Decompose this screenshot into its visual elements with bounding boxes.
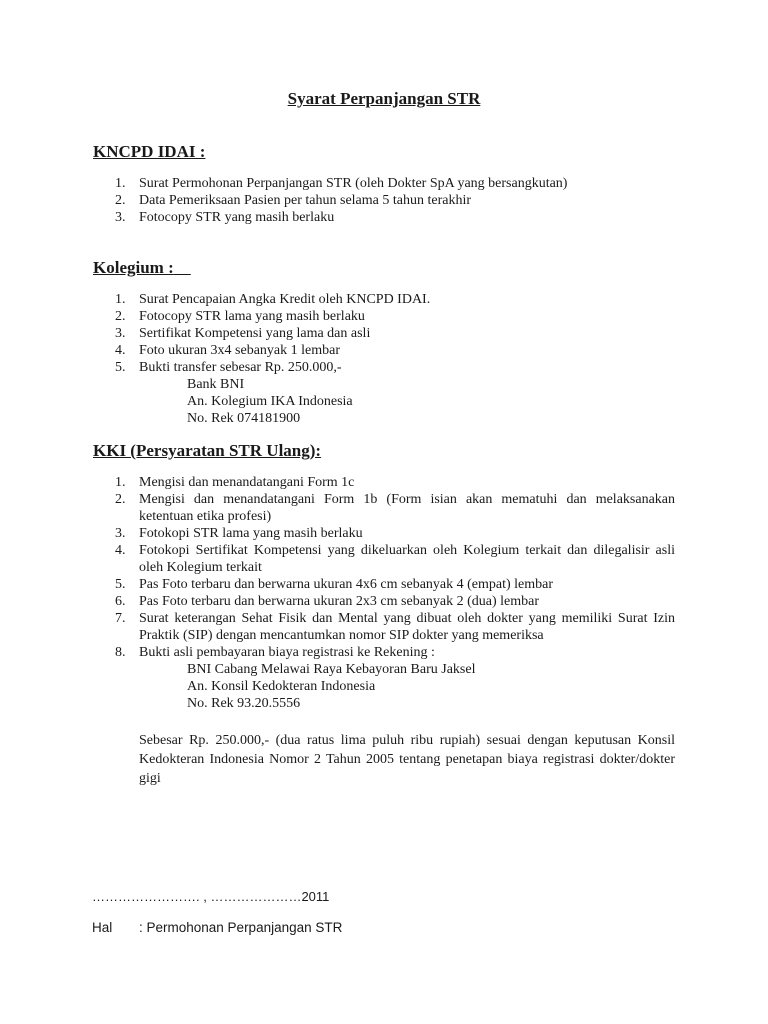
list-number: 2. — [115, 193, 126, 208]
list-item-text: Data Pemeriksaan Pasien per tahun selama 5 tahun terakhir — [139, 193, 471, 208]
list-item — [93, 491, 675, 525]
list-number: 8. — [115, 645, 126, 660]
list-item — [93, 192, 675, 209]
section-heading-kolegium — [93, 258, 191, 278]
list-item — [93, 525, 675, 542]
list-number: 4. — [115, 543, 126, 558]
subject-value: : Permohonan Perpanjangan STR — [139, 920, 343, 935]
list-item-text: Mengisi dan menandatangani Form 1c — [139, 475, 355, 490]
payment-note: Sebesar Rp. 250.000,- (dua ratus lima puluh ribu rupiah) sesuai dengan keputusan Konsil Kedokteran Indonesia Nomor 2 Tahun 2005 tentang penetapan biaya registrasi dokter/dokter gigi — [139, 733, 675, 786]
list-item — [93, 291, 675, 308]
dateline: ……………………. , …………………2011 — [92, 889, 330, 904]
kolegium-requirements-list — [93, 291, 675, 427]
list-item — [93, 593, 675, 610]
account-number: No. Rek 93.20.5556 — [187, 696, 301, 711]
list-item-text: Pas Foto terbaru dan berwarna ukuran 2x3 cm sebanyak 2 (dua) lembar — [139, 594, 540, 609]
bank-name: Bank BNI — [187, 377, 245, 392]
kncpd-requirements-list — [93, 175, 675, 226]
list-number: 3. — [115, 526, 126, 541]
page-title: Syarat Perpanjangan STR — [287, 89, 481, 108]
list-item-text: Fotokopi Sertifikat Kompetensi yang dikeluarkan oleh Kolegium terkait dan dilegalisir asli oleh Kolegium terkait — [139, 543, 675, 575]
list-number: 1. — [115, 475, 126, 490]
list-item-text: Sertifikat Kompetensi yang lama dan asli — [139, 326, 371, 341]
list-item — [93, 342, 675, 359]
subject-label: Hal — [92, 920, 113, 935]
list-number: 2. — [115, 492, 126, 507]
list-number: 3. — [115, 326, 126, 341]
list-item-text: Bukti asli pembayaran biaya registrasi ke Rekening : — [139, 645, 435, 660]
list-number: 4. — [115, 343, 126, 358]
list-number: 1. — [115, 292, 126, 307]
list-item-text: Surat keterangan Sehat Fisik dan Mental yang dibuat oleh dokter yang memiliki Surat Izin Praktik (SIP) dengan mencantumkan nomor SIP dokter yang memeriksa — [139, 611, 675, 643]
list-item-text: Bukti transfer sebesar Rp. 250.000,- — [139, 360, 342, 375]
list-item — [93, 576, 675, 593]
list-number: 1. — [115, 176, 126, 191]
list-item — [93, 610, 675, 644]
bank-name: BNI Cabang Melawai Raya Kebayoran Baru Jaksel — [187, 662, 476, 677]
section-heading-kki: KKI (Persyaratan STR Ulang): — [93, 441, 322, 460]
account-name: An. Kolegium IKA Indonesia — [187, 394, 353, 409]
list-item-text: Pas Foto terbaru dan berwarna ukuran 4x6 cm sebanyak 4 (empat) lembar — [139, 577, 554, 592]
section-heading-kncpd: KNCPD IDAI : — [93, 142, 206, 161]
list-item — [93, 359, 675, 427]
list-number: 6. — [115, 594, 126, 609]
list-number: 7. — [115, 611, 126, 626]
subject-line — [92, 920, 342, 935]
list-number: 5. — [115, 360, 126, 375]
list-item-text: Fotocopy STR lama yang masih berlaku — [139, 309, 365, 324]
list-number: 5. — [115, 577, 126, 592]
list-item — [93, 175, 675, 192]
list-item — [93, 542, 675, 576]
list-item — [93, 308, 675, 325]
list-number: 2. — [115, 309, 126, 324]
account-number: No. Rek 074181900 — [187, 411, 301, 426]
list-item-text: Mengisi dan menandatangani Form 1b (Form isian akan mematuhi dan melaksanakan ketentuan etika profesi) — [139, 492, 675, 524]
section-heading-text: Kolegium : — [93, 258, 174, 277]
list-item — [93, 474, 675, 491]
list-number: 3. — [115, 210, 126, 225]
list-item-text: Foto ukuran 3x4 sebanyak 1 lembar — [139, 343, 341, 358]
list-item-text: Surat Permohonan Perpanjangan STR (oleh Dokter SpA yang bersangkutan) — [139, 176, 568, 191]
list-item-text: Fotokopi STR lama yang masih berlaku — [139, 526, 363, 541]
list-item — [93, 644, 675, 712]
list-item-text: Fotocopy STR yang masih berlaku — [139, 210, 335, 225]
list-item — [93, 325, 675, 342]
account-name: An. Konsil Kedokteran Indonesia — [187, 679, 376, 694]
list-item — [93, 209, 675, 226]
kki-requirements-list — [93, 474, 675, 712]
list-item-text: Surat Pencapaian Angka Kredit oleh KNCPD IDAI. — [139, 292, 431, 307]
